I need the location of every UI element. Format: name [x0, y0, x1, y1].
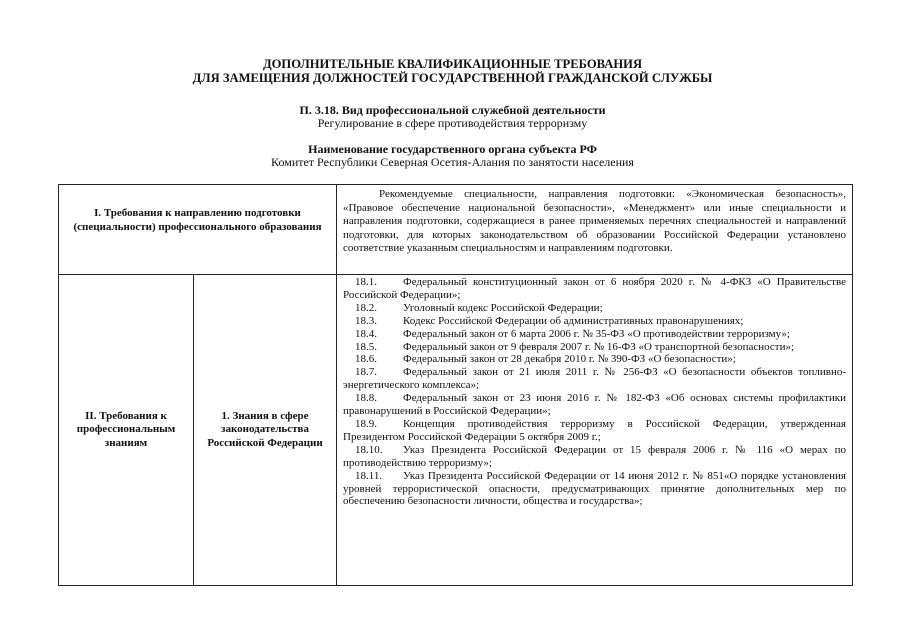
law-item-text: Указ Президента Российской Федерации от 15 февраля 2006 г. № 116 «О мерах по противодействию терроризму»; [343, 443, 846, 469]
requirement-2-label: II. Требования к профессиональным знаниям [76, 409, 176, 449]
section-heading: П. 3.18. Вид профессиональной служебной деятельности [299, 103, 606, 117]
law-list-items [343, 276, 846, 585]
law-item-text: Федеральный закон от 23 июня 2016 г. № 182-ФЗ «Об основах системы профилактики правонарушений в Российской Федерации»; [343, 392, 846, 418]
law-item [343, 328, 846, 341]
law-item-number: 18.3. [355, 314, 377, 327]
law-item [343, 302, 846, 315]
law-item-text: Кодекс Российской Федерации об административных правонарушениях; [403, 314, 744, 327]
law-item-text: Федеральный конституционный закон от 6 ноября 2020 г. № 4-ФКЗ «О Правительстве Российской Федерации»; [343, 276, 846, 301]
law-list [337, 275, 853, 586]
requirement-1-text-cell [337, 185, 853, 275]
law-item-number: 18.9. [355, 417, 377, 430]
requirement-2-sublabel-cell [194, 275, 337, 586]
requirement-1-label-cell [59, 185, 337, 275]
law-item-text: Указ Президента Российской Федерации от 14 июня 2012 г. № 851«О порядке установления уровней террористической опасности, предусматривающих принятие дополнительных мер по обеспечению безопасности личности, общества и государства»; [343, 469, 846, 508]
law-item [343, 315, 846, 328]
law-item-number: 18.4. [355, 327, 377, 340]
law-item-number: 18.2. [355, 301, 377, 314]
law-item-text: Уголовный кодекс Российской Федерации; [403, 301, 603, 314]
law-item [343, 470, 846, 509]
law-item-text: Федеральный закон от 21 июля 2011 г. № 256-ФЗ «О безопасности объектов топливно-энергетического комплекса»; [343, 366, 846, 392]
org-heading: Наименование государственного органа субъекта РФ [308, 142, 597, 156]
law-item [343, 341, 846, 354]
law-item [343, 392, 846, 418]
law-item-text: Концепция противодействия терроризму в Российской Федерации, утвержденная Президентом Российской Федерации 5 октября 2009 г.; [343, 417, 846, 443]
law-item-text: Федеральный закон от 28 декабря 2010 г. № 390-ФЗ «О безопасности»; [403, 353, 736, 366]
law-item-number: 18.10. [355, 443, 383, 456]
document-title-line-1: ДОПОЛНИТЕЛЬНЫЕ КВАЛИФИКАЦИОННЫЕ ТРЕБОВАНИЯ [262, 57, 643, 71]
law-item-text: Федеральный закон от 6 марта 2006 г. № 35-ФЗ «О противодействии терроризму»; [403, 327, 790, 340]
document-title-line-2: ДЛЯ ЗАМЕЩЕНИЯ ДОЛЖНОСТЕЙ ГОСУДАРСТВЕННОЙ ГРАЖДАНСКОЙ СЛУЖБЫ [192, 71, 713, 85]
law-item [343, 276, 846, 302]
law-item-number: 18.7. [355, 366, 377, 379]
requirements-table [58, 184, 853, 586]
law-item-number: 18.5. [355, 340, 377, 353]
law-item [343, 353, 846, 366]
table-row [59, 275, 853, 586]
requirement-1-label: I. Требования к направлению подготовки (специальности) профессионального образования [73, 207, 322, 233]
law-item [343, 418, 846, 444]
law-item-number: 18.6. [355, 353, 377, 366]
section-value: Регулирование в сфере противодействия терроризму [317, 116, 588, 130]
table-row [59, 185, 853, 275]
law-item-number: 18.1. [355, 276, 377, 288]
law-item-number: 18.8. [355, 392, 377, 405]
law-item-text: Федеральный закон от 9 февраля 2007 г. № 16-ФЗ «О транспортной безопасности»; [403, 340, 795, 353]
requirement-2-sublabel: 1. Знания в сфере законодательства Российской Федерации [207, 409, 323, 449]
law-item-number: 18.11. [355, 469, 383, 482]
org-value: Комитет Республики Северная Осетия-Алания по занятости населения [271, 155, 634, 169]
law-item [343, 366, 846, 392]
requirement-2-label-cell [59, 275, 194, 586]
requirement-1-text: Рекомендуемые специальности, направления подготовки: «Экономическая безопасность», «Правовое обеспечение национальной безопасности», «Менеджмент» или иные специальности и направления подготовки, содержащиеся в ранее применяемых перечнях специальностей и направлений подготовки, для которых законодательством об образовании Российской Федерации установлено соответствие указанным специальностям и направлениям подготовки. [343, 188, 846, 255]
law-item [343, 444, 846, 470]
